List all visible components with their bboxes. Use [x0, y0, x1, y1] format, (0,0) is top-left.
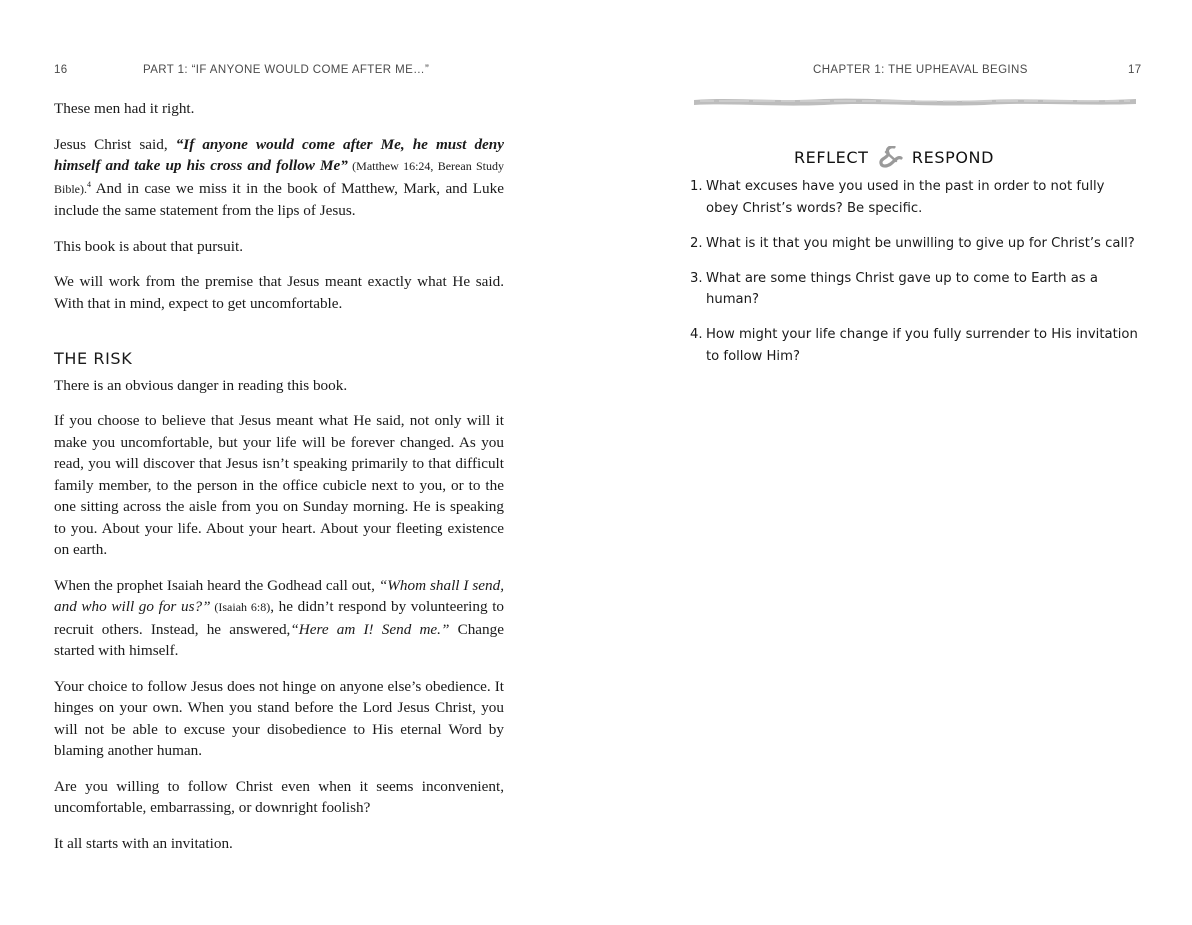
right-page [596, 0, 1192, 925]
paragraph [54, 575, 504, 662]
paragraph: It all starts with an invitation. [54, 834, 233, 852]
paragraph: This book is about that pursuit. [54, 237, 243, 255]
question-text: What are some things Christ gave up to come to Earth as a human? [706, 270, 1098, 307]
question-number: 2. [690, 235, 703, 251]
list-item [690, 176, 1140, 219]
list-item [690, 268, 1140, 311]
paragraph: If you choose to believe that Jesus meant what He said, not only will it make you uncomfortable, but your life will be forever changed. As you read, you will discover that Jesus isn’t speaking primarily to that difficult family member, to the person in the office cubicle next to you, or to the one sitting across the aisle from you on Sunday morning. He is speaking to you. About your life. About your heart. About your fleeting existence on earth. [54, 412, 504, 558]
running-head: CHAPTER 1: THE UPHEAVAL BEGINS [813, 64, 1028, 76]
text-run: When the prophet Isaiah heard the Godhead call out, [54, 576, 379, 594]
reflect-label: REFLECT [793, 148, 869, 167]
reflect-respond-title [596, 146, 1192, 168]
text-run: , he didn’t respond by volunteering to recruit others. Instead, he answered, [54, 598, 505, 638]
question-number: 1. [690, 179, 703, 194]
question-text: What is it that you might be unwilling to give up for Christ’s call? [706, 235, 1135, 251]
paragraph: There is an obvious danger in reading this book. [54, 376, 348, 394]
brush-ampersand-icon [877, 146, 903, 168]
text-run: And in case we miss it in the book of Matthew, Mark, and Luke include the same statement from the lips of Jesus. [54, 179, 504, 219]
paragraph: These men had it right. [54, 100, 195, 117]
footnote-marker: 4 [87, 179, 91, 189]
question-list [690, 176, 1140, 381]
page-number: 17 [1128, 64, 1142, 76]
question-text: What excuses have you used in the past in order to not fully obey Christ’s words? Be specific. [706, 179, 1105, 216]
text-run: Jesus Christ said, [54, 135, 176, 153]
text-run: Change started with himself. [54, 620, 504, 659]
question-number: 3. [690, 270, 703, 286]
running-head: PART 1: “IF ANYONE WOULD COME AFTER ME…” [143, 64, 430, 76]
respond-label: RESPOND [911, 148, 995, 167]
body-text [54, 98, 504, 868]
paragraph: Your choice to follow Jesus does not hinge on anyone else’s obedience. It hinges on your own. When you stand before the Lord Jesus Christ, you will not be able to excuse your disobedience to His eternal Word by blaming another human. [54, 677, 504, 759]
paragraph [54, 134, 504, 222]
scripture-reference: (Matthew 16:24, Berean Study Bible). [54, 159, 504, 196]
paragraph: We will work from the premise that Jesus meant exactly what He said. With that in mind, expect to get uncomfortable. [54, 273, 504, 312]
question-number: 4. [690, 327, 703, 342]
brush-stroke-divider [694, 95, 1136, 107]
question-text: How might your life change if you fully surrender to His invitation to follow Him? [706, 327, 1138, 364]
scripture-quote: “Whom shall I send, and who will go for us?” [54, 576, 504, 615]
scripture-reference: (Isaiah 6:8) [210, 600, 271, 614]
section-heading: THE RISK [54, 349, 133, 368]
list-item [690, 324, 1140, 367]
scripture-quote: “If anyone would come after Me, he must deny himself and take up his cross and follow Me” [54, 135, 504, 174]
page-number: 16 [54, 64, 68, 76]
list-item [690, 233, 1140, 255]
paragraph: Are you willing to follow Christ even when it seems inconvenient, uncomfortable, embarrassing, or downright foolish? [54, 777, 504, 816]
scripture-quote: “Here am I! Send me.” [290, 620, 450, 638]
